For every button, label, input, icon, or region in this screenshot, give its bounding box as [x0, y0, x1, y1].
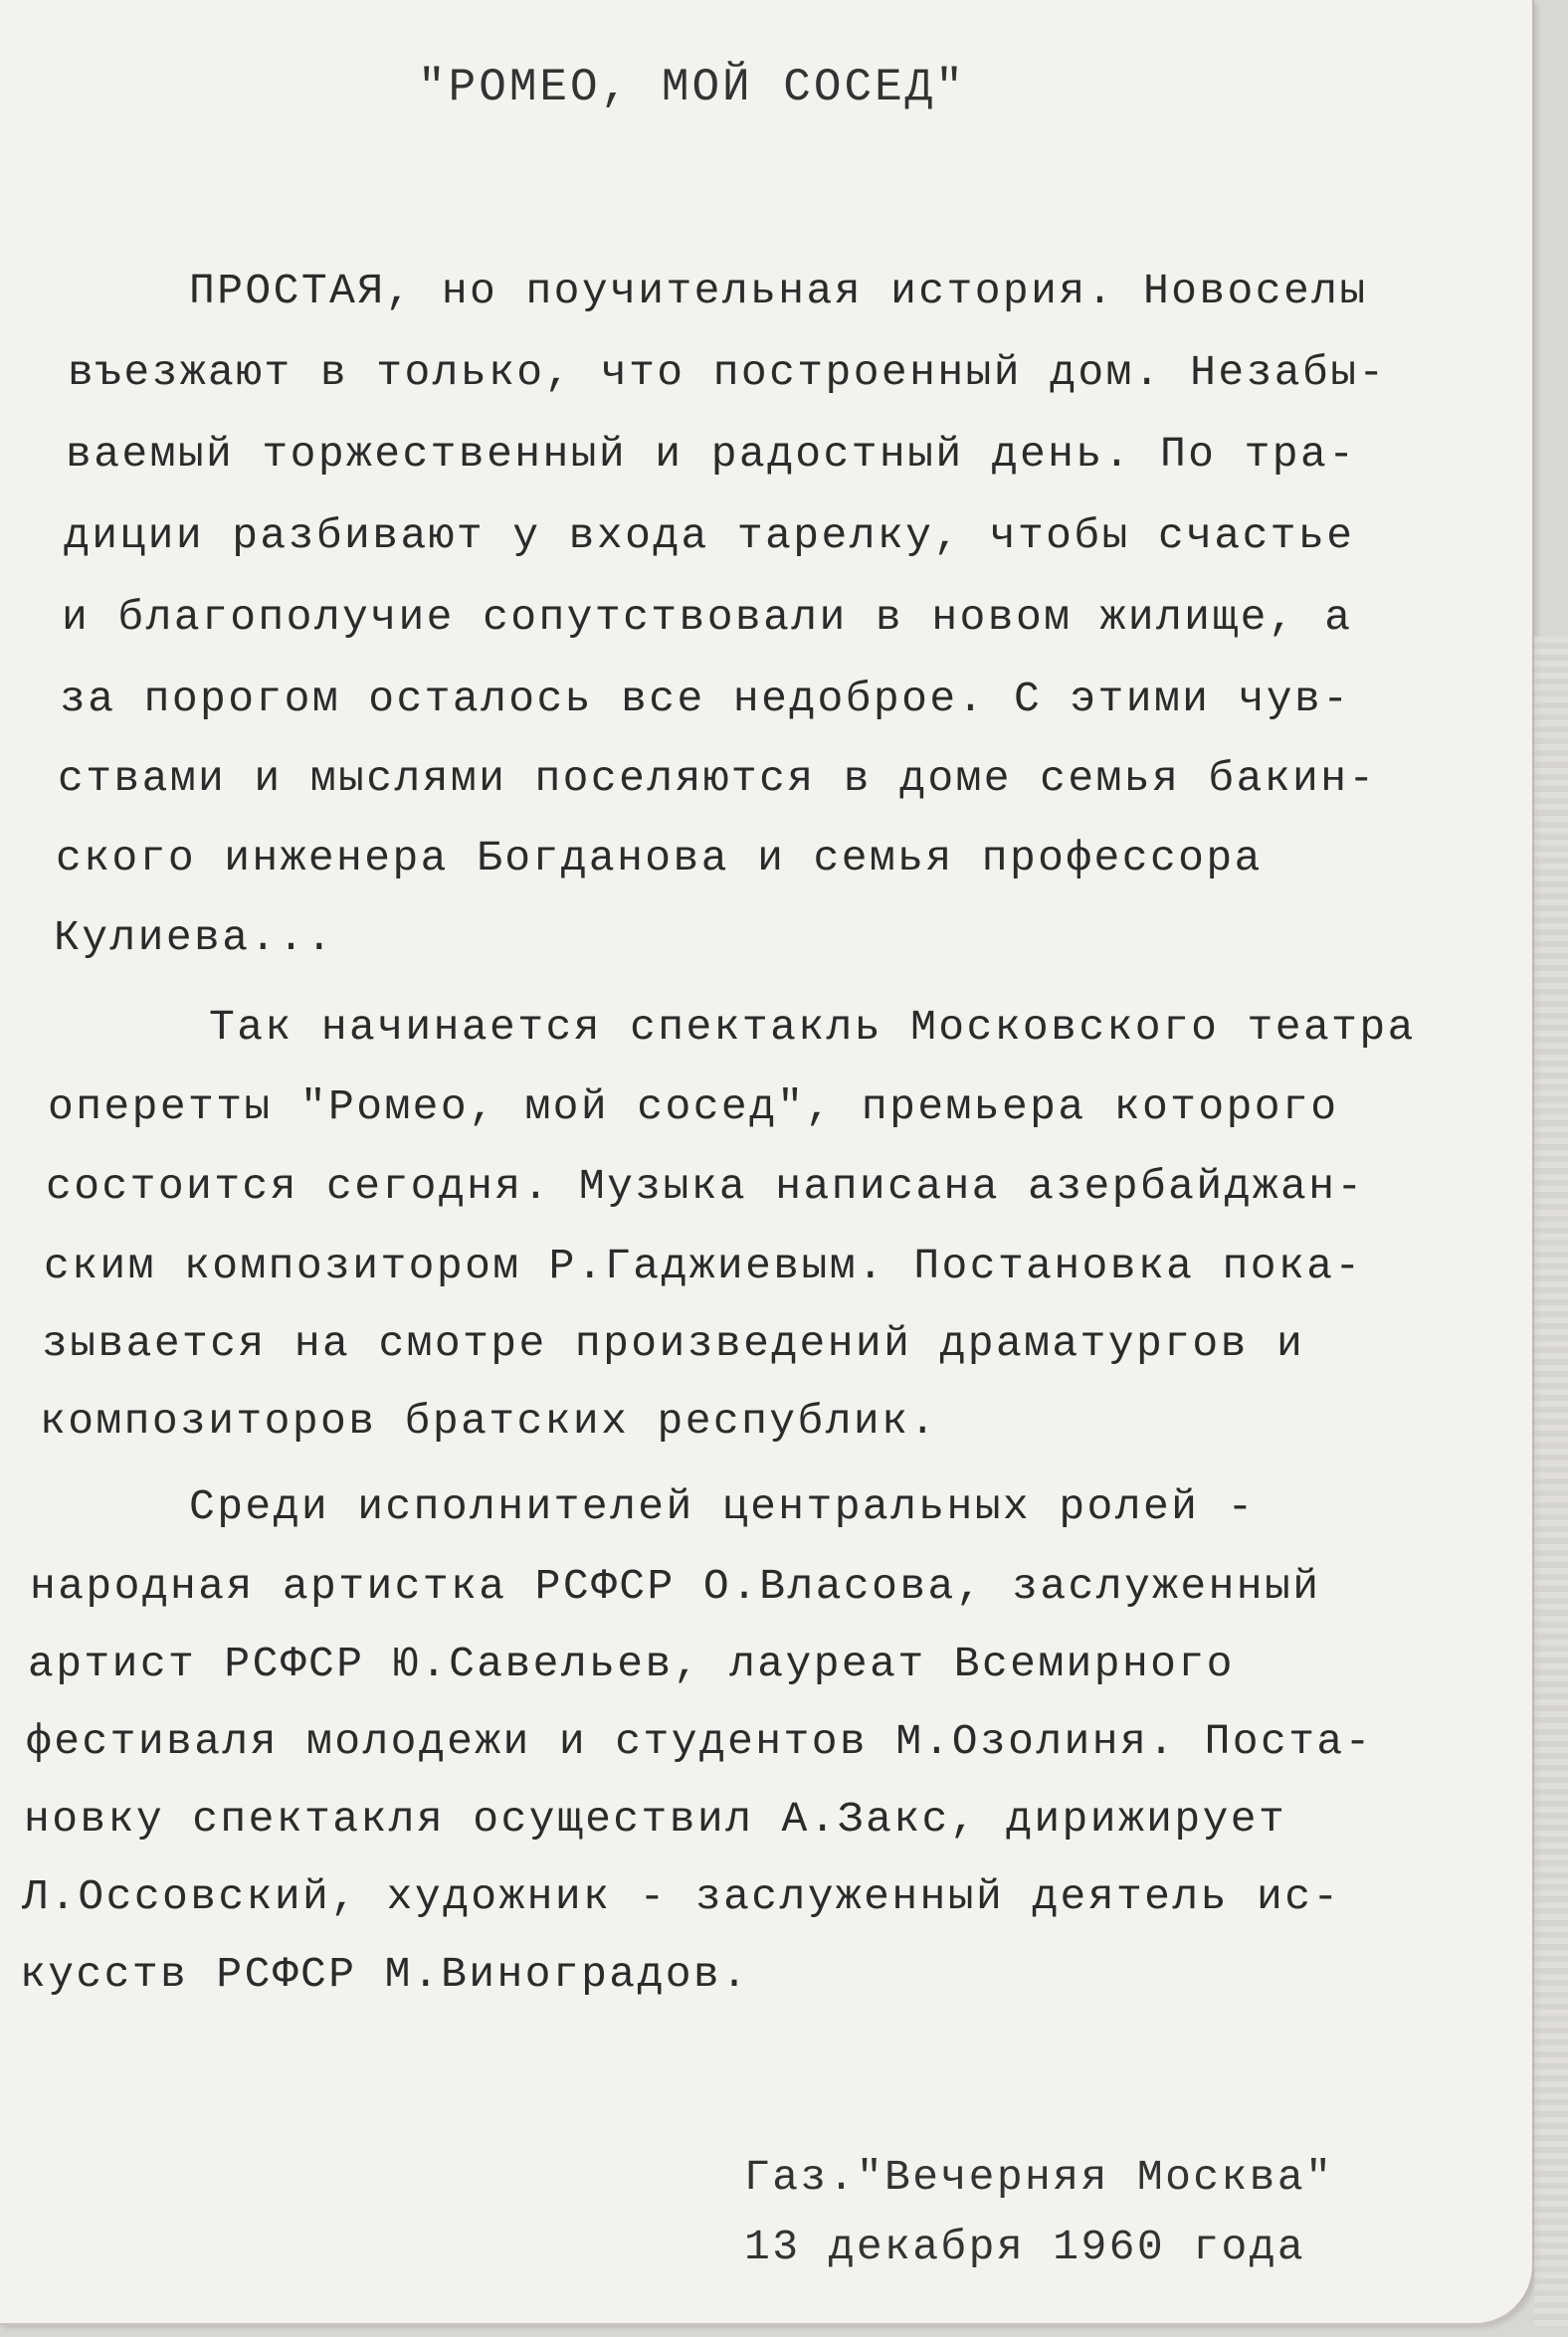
text-line: Среди исполнителей центральных ролей - [189, 1482, 1256, 1531]
text-line: за порогом осталось все недоброе. С этими чув- [60, 675, 1351, 723]
text-line: оперетты "Ромео, мой сосед", премьера которого [48, 1082, 1339, 1131]
text-line: въезжают в только, что построенный дом. Незабы- [68, 348, 1387, 397]
text-line: новку спектакля осуществил А.Закс, дирижирует [24, 1795, 1287, 1844]
text-line: Так начинается спектакль Московского театра [209, 1003, 1416, 1052]
document-title: "РОМЕО, МОЙ СОСЕД" [418, 62, 966, 113]
text-line: народная артистка РСФСР О.Власова, заслуженный [30, 1562, 1321, 1611]
text-line: Кулиева... [54, 913, 335, 962]
source-newspaper: Газ."Вечерняя Москва" [744, 2153, 1334, 2202]
text-line: ПРОСТАЯ, но поучительная история. Новоселы [189, 267, 1368, 315]
text-line: ваемый торжественный и радостный день. По тра- [66, 430, 1357, 479]
text-line: состоится сегодня. Музыка написана азербайджан- [46, 1162, 1365, 1211]
text-line: композиторов братских республик. [40, 1397, 938, 1446]
text-line: диции разбивают у входа тарелку, чтобы счастье [64, 511, 1355, 560]
source-date: 13 декабря 1960 года [744, 2223, 1306, 2271]
text-line: ствами и мыслями поселяются в доме семья бакин- [58, 754, 1377, 803]
text-line: кусств РСФСР М.Виноградов. [20, 1950, 750, 1999]
text-line: ского инженера Богданова и семья профессора [56, 834, 1263, 882]
text-line: ским композитором Р.Гаджиевым. Постановка пока- [44, 1242, 1363, 1290]
text-line: и благополучие сопутствовали в новом жилище, а [62, 593, 1353, 642]
text-line: зывается на смотре произведений драматургов и [42, 1319, 1305, 1368]
text-line: артист РСФСР Ю.Савельев, лауреат Всемирного [28, 1640, 1235, 1688]
text-line: фестиваля молодежи и студентов М.Озолиня. Поста- [26, 1717, 1373, 1766]
text-line: Л.Оссовский, художник - заслуженный деятель ис- [22, 1872, 1341, 1921]
